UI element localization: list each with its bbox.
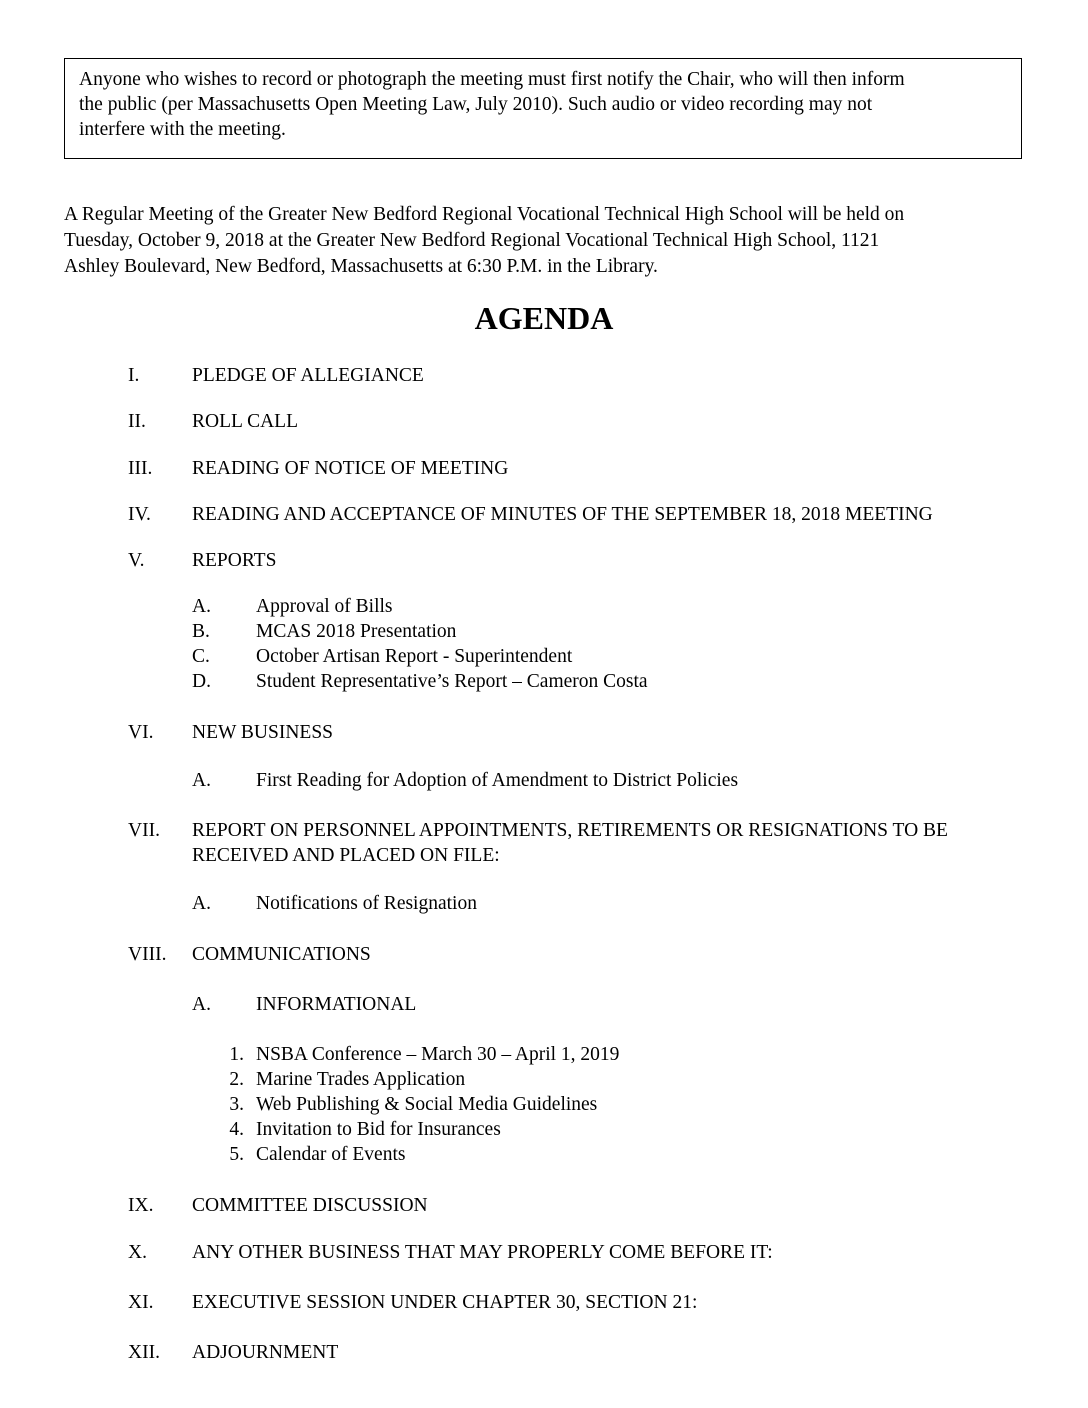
meeting-intro-line: Ashley Boulevard, New Bedford, Massachusetts at 6:30 P.M. in the Library.	[64, 256, 658, 277]
agenda-item-number: X.	[128, 1242, 147, 1263]
numbered-item-text: Marine Trades Application	[256, 1069, 466, 1090]
agenda-item-title-continued: RECEIVED AND PLACED ON FILE:	[192, 845, 500, 866]
agenda-item-title: PLEDGE OF ALLEGIANCE	[192, 365, 424, 386]
agenda-item-number: VI.	[128, 722, 154, 743]
agenda-title: AGENDA	[474, 300, 614, 336]
meeting-intro-line: Tuesday, October 9, 2018 at the Greater New Bedford Regional Vocational Technical High School, 1121	[64, 230, 880, 251]
agenda-item-title: EXECUTIVE SESSION UNDER CHAPTER 30, SECTION 21:	[192, 1292, 698, 1313]
numbered-item-text: Web Publishing & Social Media Guidelines	[256, 1094, 598, 1115]
sub-item-letter: A.	[192, 596, 211, 617]
agenda-item-title: REPORT ON PERSONNEL APPOINTMENTS, RETIREMENTS OR RESIGNATIONS TO BE	[192, 820, 948, 841]
agenda-item-number: I.	[128, 365, 140, 386]
sub-item-text: First Reading for Adoption of Amendment to District Policies	[256, 770, 739, 791]
sub-item-text: October Artisan Report - Superintendent	[256, 646, 573, 667]
agenda-item-title: ADJOURNMENT	[192, 1342, 339, 1363]
notice-line: interfere with the meeting.	[79, 119, 286, 140]
agenda-item-title: READING OF NOTICE OF MEETING	[192, 458, 509, 479]
notice-line: the public (per Massachusetts Open Meeting Law, July 2010). Such audio or video recording may not	[79, 94, 873, 115]
numbered-item-number: 5.	[229, 1144, 244, 1165]
agenda-item-title: COMMITTEE DISCUSSION	[192, 1195, 428, 1216]
agenda-item-number: IV.	[128, 504, 151, 525]
numbered-item-number: 3.	[229, 1094, 244, 1115]
numbered-item-number: 2.	[229, 1069, 244, 1090]
sub-item-letter: D.	[192, 671, 211, 692]
sub-item-letter: A.	[192, 893, 211, 914]
agenda-item-number: IX.	[128, 1195, 154, 1216]
sub-item-letter: C.	[192, 646, 210, 667]
numbered-item-number: 4.	[229, 1119, 244, 1140]
agenda-item-number: III.	[128, 458, 153, 479]
meeting-intro-line: A Regular Meeting of the Greater New Bedford Regional Vocational Technical High School will be held on	[64, 204, 905, 225]
agenda-item-title: READING AND ACCEPTANCE OF MINUTES OF THE SEPTEMBER 18, 2018 MEETING	[192, 504, 933, 525]
agenda-item-title: REPORTS	[192, 550, 277, 571]
sub-item-text: INFORMATIONAL	[256, 994, 417, 1015]
agenda-item-number: XII.	[128, 1342, 160, 1363]
agenda-item-number: II.	[128, 411, 146, 432]
agenda-item-number: VIII.	[128, 944, 167, 965]
agenda-item-title: ROLL CALL	[192, 411, 298, 432]
sub-item-letter: A.	[192, 994, 211, 1015]
numbered-item-text: Invitation to Bid for Insurances	[256, 1119, 501, 1140]
numbered-item-number: 1.	[229, 1044, 244, 1065]
sub-item-text: MCAS 2018 Presentation	[256, 621, 457, 642]
agenda-item-number: XI.	[128, 1292, 154, 1313]
agenda-item-number: VII.	[128, 820, 160, 841]
agenda-item-number: V.	[128, 550, 145, 571]
recording-notice-box	[64, 58, 1022, 159]
numbered-item-text: NSBA Conference – March 30 – April 1, 2019	[256, 1044, 620, 1065]
agenda-item-title: NEW BUSINESS	[192, 722, 334, 743]
notice-line: Anyone who wishes to record or photograph the meeting must first notify the Chair, who will then inform	[79, 69, 905, 90]
numbered-item-text: Calendar of Events	[256, 1144, 406, 1165]
sub-item-text: Student Representative’s Report – Cameron Costa	[256, 671, 648, 692]
sub-item-letter: B.	[192, 621, 210, 642]
agenda-item-title: COMMUNICATIONS	[192, 944, 371, 965]
sub-item-text: Notifications of Resignation	[256, 893, 477, 914]
sub-item-text: Approval of Bills	[256, 596, 393, 617]
sub-item-letter: A.	[192, 770, 211, 791]
agenda-item-title: ANY OTHER BUSINESS THAT MAY PROPERLY COME BEFORE IT:	[192, 1242, 773, 1263]
